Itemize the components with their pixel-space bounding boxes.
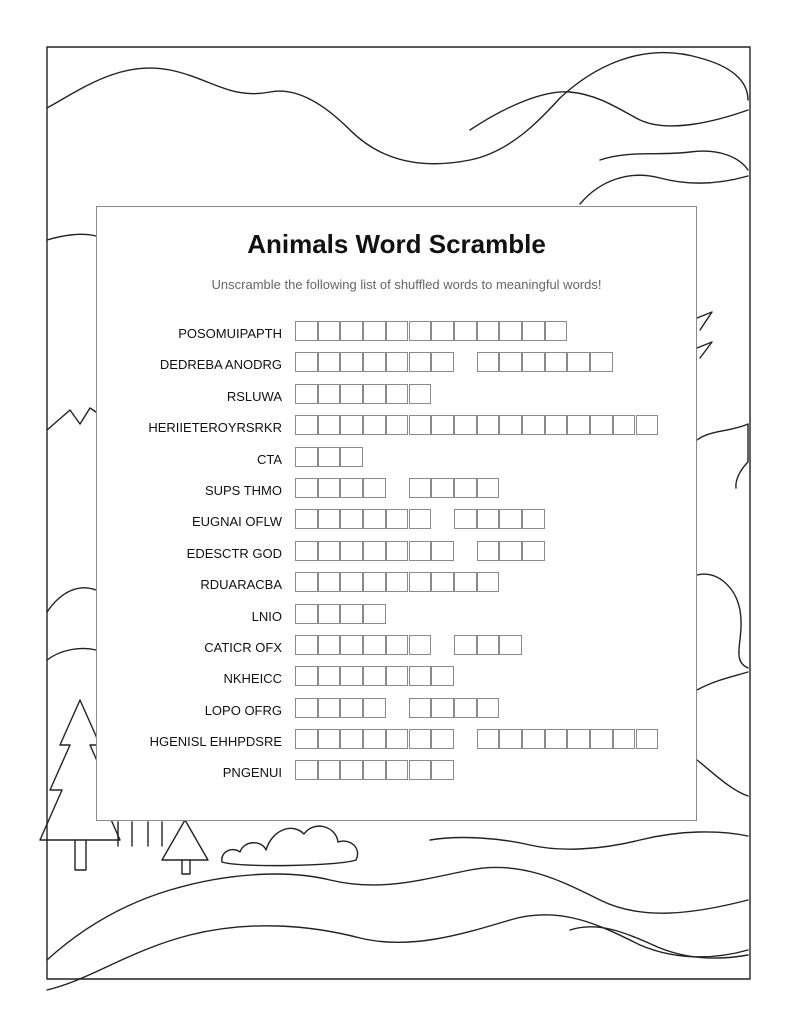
letter-box[interactable] — [363, 666, 386, 686]
letter-box[interactable] — [318, 698, 341, 718]
letter-box[interactable] — [386, 635, 409, 655]
letter-box[interactable] — [590, 415, 613, 435]
letter-box[interactable] — [363, 729, 386, 749]
letter-box[interactable] — [431, 666, 454, 686]
letter-box[interactable] — [431, 729, 454, 749]
letter-box[interactable] — [318, 321, 341, 341]
letter-box[interactable] — [499, 509, 522, 529]
letter-box[interactable] — [295, 572, 318, 592]
letter-box[interactable] — [295, 729, 318, 749]
letter-box[interactable] — [363, 478, 386, 498]
cloud-outline — [47, 53, 748, 164]
puzzle-row — [97, 447, 696, 478]
letter-box[interactable] — [318, 635, 341, 655]
puzzle-row — [97, 635, 696, 666]
letter-box[interactable] — [454, 415, 477, 435]
scrambled-word: CTA — [256, 451, 282, 467]
letter-box[interactable] — [477, 478, 500, 498]
letter-box[interactable] — [477, 415, 500, 435]
letter-box[interactable] — [363, 541, 386, 561]
worksheet-card — [96, 206, 697, 821]
letter-box[interactable] — [318, 760, 341, 780]
letter-box[interactable] — [318, 729, 341, 749]
letter-box[interactable] — [409, 760, 432, 780]
letter-box[interactable] — [295, 698, 318, 718]
hill-outline — [47, 588, 96, 612]
scrambled-word: EDESCTR GOD — [186, 545, 282, 561]
letter-box[interactable] — [386, 760, 409, 780]
letter-box[interactable] — [499, 321, 522, 341]
scrambled-word: CATICR OFX — [204, 639, 282, 655]
hill-outline — [47, 234, 96, 240]
letter-box[interactable] — [409, 541, 432, 561]
letter-box[interactable] — [340, 541, 363, 561]
letter-box[interactable] — [340, 604, 363, 624]
letter-box[interactable] — [340, 666, 363, 686]
letter-box[interactable] — [545, 415, 568, 435]
letter-box[interactable] — [318, 572, 341, 592]
letter-box[interactable] — [386, 509, 409, 529]
letter-box[interactable] — [386, 321, 409, 341]
letter-box[interactable] — [409, 321, 432, 341]
letter-box[interactable] — [386, 352, 409, 372]
letter-box[interactable] — [454, 321, 477, 341]
letter-box[interactable] — [545, 352, 568, 372]
puzzle-list — [97, 321, 696, 792]
letter-box[interactable] — [522, 415, 545, 435]
scrambled-word: RSLUWA — [226, 388, 282, 404]
letter-box[interactable] — [636, 415, 659, 435]
letter-box[interactable] — [409, 698, 432, 718]
letter-box[interactable] — [477, 635, 500, 655]
letter-box[interactable] — [363, 760, 386, 780]
puzzle-row — [97, 415, 696, 446]
river-outline — [430, 832, 748, 849]
letter-box[interactable] — [295, 384, 318, 404]
scrambled-word: LOPO OFRG — [204, 702, 282, 718]
worksheet-title: Animals Word Scramble — [247, 229, 546, 259]
letter-box[interactable] — [318, 541, 341, 561]
letter-box[interactable] — [340, 572, 363, 592]
letter-box[interactable] — [295, 604, 318, 624]
scrambled-word: NKHEICC — [223, 671, 282, 687]
letter-box[interactable] — [590, 352, 613, 372]
letter-box[interactable] — [567, 352, 590, 372]
letter-box[interactable] — [318, 447, 341, 467]
hill-outline — [570, 927, 748, 958]
puzzle-row — [97, 666, 696, 697]
letter-box[interactable] — [386, 729, 409, 749]
puzzle-row — [97, 384, 696, 415]
letter-box[interactable] — [318, 509, 341, 529]
letter-box[interactable] — [499, 635, 522, 655]
cloud-outline — [470, 92, 748, 130]
letter-box[interactable] — [340, 760, 363, 780]
puzzle-row — [97, 572, 696, 603]
letter-box[interactable] — [295, 415, 318, 435]
letter-box[interactable] — [522, 352, 545, 372]
letter-box[interactable] — [477, 698, 500, 718]
tree-trunk — [75, 840, 86, 870]
building-outline — [118, 822, 162, 846]
letter-box[interactable] — [363, 698, 386, 718]
hill-outline — [697, 760, 748, 796]
letter-box[interactable] — [363, 604, 386, 624]
bird-outline — [697, 312, 712, 330]
letter-box[interactable] — [295, 760, 318, 780]
puzzle-row — [97, 321, 696, 352]
letter-box[interactable] — [386, 572, 409, 592]
letter-box[interactable] — [295, 541, 318, 561]
letter-box[interactable] — [522, 729, 545, 749]
letter-box[interactable] — [295, 666, 318, 686]
letter-box[interactable] — [522, 321, 545, 341]
cliff-outline — [697, 424, 748, 488]
letter-box[interactable] — [409, 666, 432, 686]
letter-box[interactable] — [613, 729, 636, 749]
letter-box[interactable] — [545, 729, 568, 749]
letter-box[interactable] — [454, 478, 477, 498]
hill-outline — [47, 648, 96, 660]
puzzle-row — [97, 352, 696, 383]
letter-box[interactable] — [522, 541, 545, 561]
letter-box[interactable] — [363, 635, 386, 655]
letter-box[interactable] — [340, 635, 363, 655]
puzzle-row — [97, 478, 696, 509]
letter-box[interactable] — [318, 604, 341, 624]
letter-box[interactable] — [567, 415, 590, 435]
letter-box[interactable] — [409, 384, 432, 404]
puzzle-row — [97, 698, 696, 729]
letter-box[interactable] — [431, 321, 454, 341]
letter-box[interactable] — [590, 729, 613, 749]
letter-box[interactable] — [295, 321, 318, 341]
letter-box[interactable] — [477, 572, 500, 592]
letter-box[interactable] — [454, 635, 477, 655]
letter-box[interactable] — [386, 541, 409, 561]
letter-box[interactable] — [340, 729, 363, 749]
letter-box[interactable] — [431, 698, 454, 718]
letter-box[interactable] — [386, 415, 409, 435]
worksheet-instructions: Unscramble the following list of shuffled words to meaningful words! — [211, 277, 602, 292]
letter-box[interactable] — [363, 384, 386, 404]
puzzle-row — [97, 541, 696, 572]
tree-outline — [162, 820, 208, 860]
letter-box[interactable] — [340, 509, 363, 529]
letter-box[interactable] — [567, 729, 590, 749]
letter-box[interactable] — [295, 352, 318, 372]
letter-box[interactable] — [636, 729, 659, 749]
letter-box[interactable] — [409, 572, 432, 592]
letter-box[interactable] — [318, 415, 341, 435]
letter-box[interactable] — [477, 509, 500, 529]
letter-box[interactable] — [409, 352, 432, 372]
letter-box[interactable] — [340, 321, 363, 341]
letter-box[interactable] — [340, 352, 363, 372]
scrambled-word: HERIIETEROYRSRKR — [148, 420, 282, 436]
letter-box[interactable] — [363, 352, 386, 372]
letter-box[interactable] — [295, 635, 318, 655]
letter-box[interactable] — [340, 698, 363, 718]
letter-box[interactable] — [340, 415, 363, 435]
tree-trunk — [182, 860, 190, 874]
cloud-outline — [580, 175, 748, 204]
letter-box[interactable] — [499, 352, 522, 372]
letter-box[interactable] — [363, 509, 386, 529]
letter-box[interactable] — [522, 509, 545, 529]
letter-box[interactable] — [477, 352, 500, 372]
letter-box[interactable] — [499, 729, 522, 749]
letter-box[interactable] — [295, 478, 318, 498]
scrambled-word: HGENISL EHHPDSRE — [149, 734, 282, 750]
puzzle-row — [97, 604, 696, 635]
letter-box[interactable] — [409, 635, 432, 655]
letter-box[interactable] — [431, 541, 454, 561]
letter-box[interactable] — [409, 729, 432, 749]
letter-box[interactable] — [454, 572, 477, 592]
letter-box[interactable] — [386, 666, 409, 686]
letter-box[interactable] — [477, 541, 500, 561]
scrambled-word: LNIO — [251, 608, 282, 624]
letter-box[interactable] — [613, 415, 636, 435]
letter-box[interactable] — [340, 478, 363, 498]
mountain-outline — [47, 408, 96, 430]
scrambled-word: POSOMUIPAPTH — [178, 326, 282, 341]
letter-box[interactable] — [340, 384, 363, 404]
letter-box[interactable] — [295, 447, 318, 467]
hill-outline — [697, 574, 748, 668]
hill-outline — [697, 672, 748, 690]
letter-box[interactable] — [431, 572, 454, 592]
letter-box[interactable] — [499, 541, 522, 561]
scrambled-word: SUPS THMO — [204, 482, 282, 498]
letter-box[interactable] — [431, 415, 454, 435]
letter-box[interactable] — [340, 447, 363, 467]
letter-box[interactable] — [499, 415, 522, 435]
letter-box[interactable] — [409, 415, 432, 435]
letter-box[interactable] — [477, 729, 500, 749]
bird-outline — [697, 342, 712, 358]
letter-box[interactable] — [477, 321, 500, 341]
letter-box[interactable] — [318, 384, 341, 404]
letter-box[interactable] — [545, 321, 568, 341]
letter-box[interactable] — [363, 321, 386, 341]
letter-box[interactable] — [386, 384, 409, 404]
letter-box[interactable] — [318, 666, 341, 686]
puzzle-row — [97, 760, 696, 791]
letter-box[interactable] — [318, 478, 341, 498]
letter-box[interactable] — [295, 509, 318, 529]
letter-box[interactable] — [431, 352, 454, 372]
bush-outline — [222, 826, 358, 865]
letter-box[interactable] — [409, 478, 432, 498]
letter-box[interactable] — [409, 509, 432, 529]
letter-box[interactable] — [454, 698, 477, 718]
scrambled-word: RDUARACBA — [200, 577, 282, 593]
letter-box[interactable] — [454, 509, 477, 529]
scrambled-word: EUGNAI OFLW — [191, 514, 282, 530]
letter-box[interactable] — [431, 760, 454, 780]
puzzle-row — [97, 729, 696, 760]
letter-box[interactable] — [363, 572, 386, 592]
letter-box[interactable] — [318, 352, 341, 372]
puzzle-row — [97, 509, 696, 540]
cloud-outline — [600, 151, 748, 170]
scrambled-word: PNGENUI — [222, 765, 282, 781]
letter-box[interactable] — [363, 415, 386, 435]
scrambled-word: DEDREBA ANODRG — [159, 357, 282, 373]
letter-box[interactable] — [431, 478, 454, 498]
